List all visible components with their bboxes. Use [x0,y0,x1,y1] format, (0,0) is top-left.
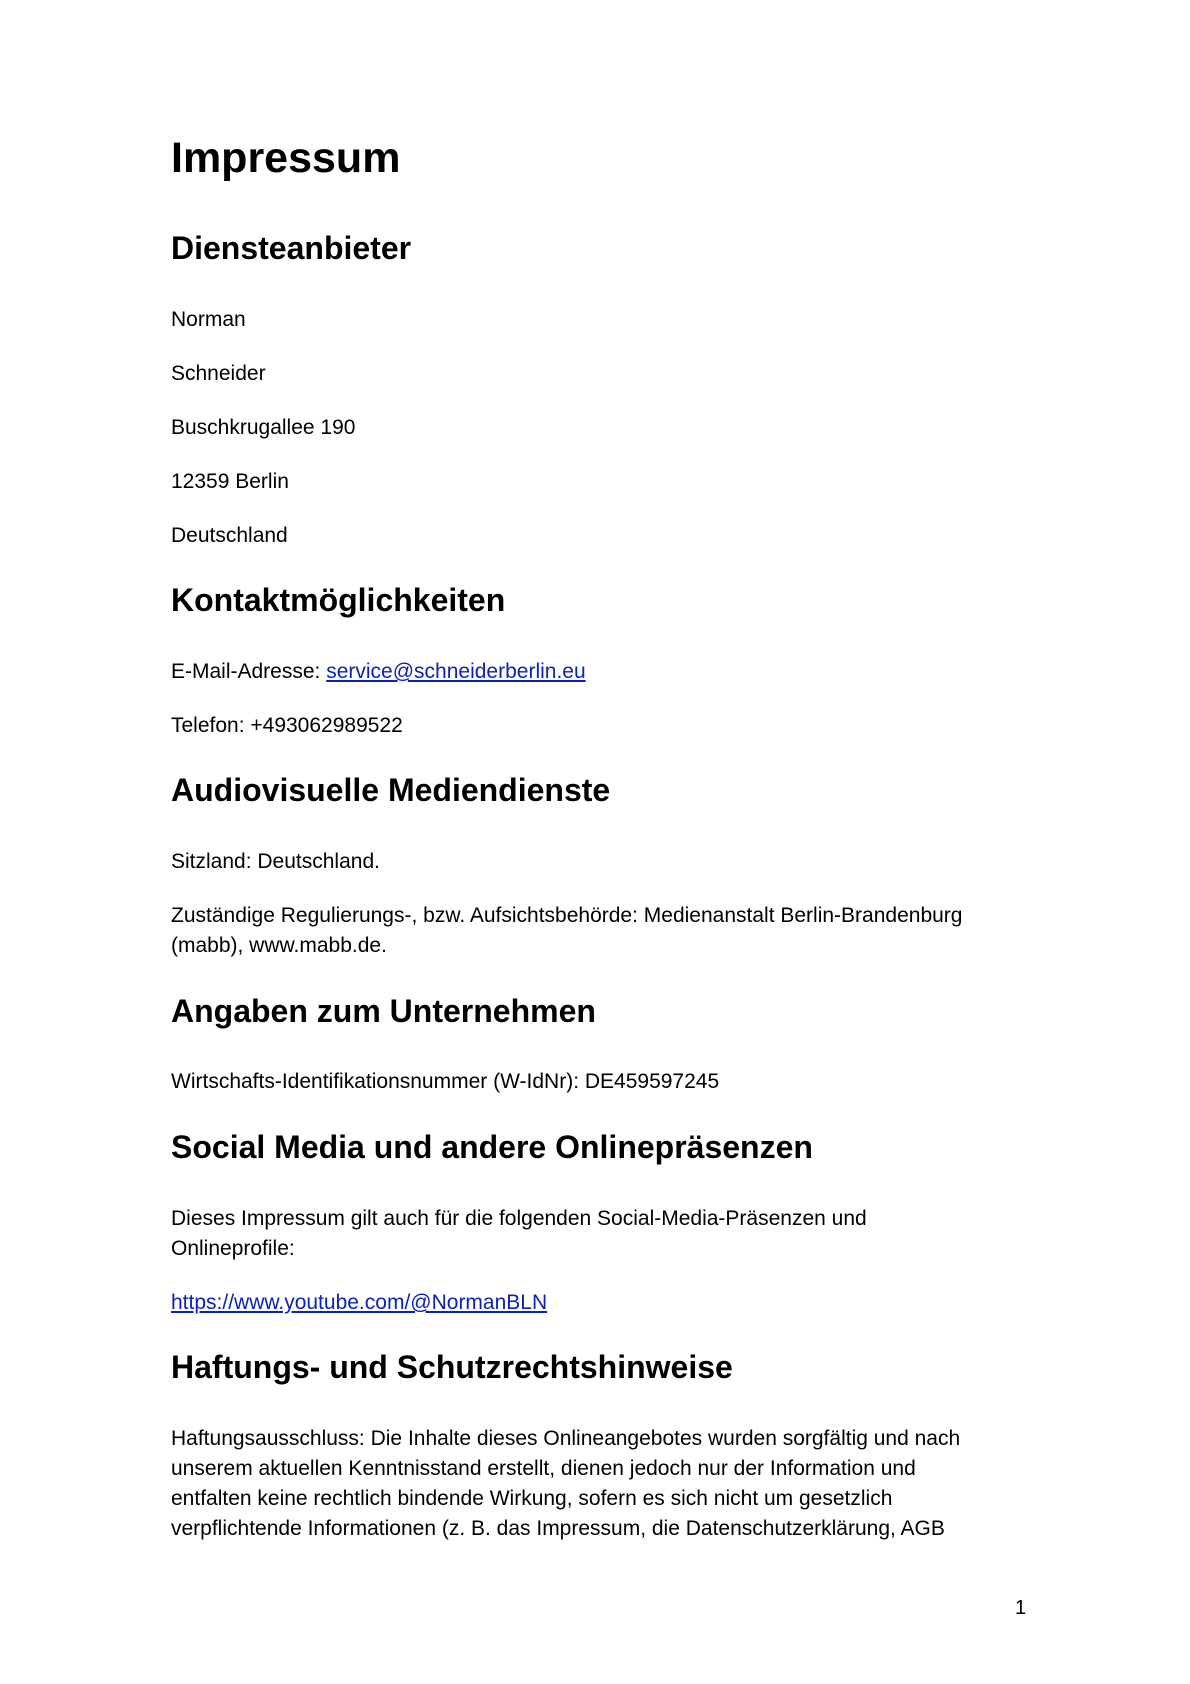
heading-social-media: Social Media und andere Onlinepräsenzen [171,1129,813,1165]
contact-email-line [171,657,1031,687]
heading-diensteanbieter: Diensteanbieter [171,230,412,266]
av-authority-line2: (mabb), www.mabb.de. [171,934,387,957]
liability-line1: Haftungsausschluss: Die Inhalte dieses Onlineangebotes wurden sorgfältig und nach [171,1427,961,1450]
liability-line3: entfalten keine rechtlich bindende Wirkung, sofern es sich nicht um gesetzlich [171,1487,893,1510]
liability-line2: unserem aktuellen Kenntnisstand erstellt, dienen jedoch nur der Information und [171,1457,916,1480]
provider-street: Buschkrugallee 190 [171,416,356,439]
provider-last-name: Schneider [171,362,266,385]
email-link[interactable]: service@schneiderberlin.eu [326,660,586,683]
social-link-line [171,1288,1031,1318]
liability-line4: verpflichtende Informationen (z. B. das Impressum, die Datenschutzerklärung, AGB [171,1517,945,1540]
heading-kontakt: Kontaktmöglichkeiten [171,582,506,618]
av-authority-line1: Zuständige Regulierungs-, bzw. Aufsichtsbehörde: Medienanstalt Berlin-Brandenburg [171,904,963,927]
email-label: E-Mail-Adresse: [171,660,327,683]
provider-city: 12359 Berlin [171,470,289,493]
heading-haftung: Haftungs- und Schutzrechtshinweise [171,1349,733,1385]
heading-unternehmen: Angaben zum Unternehmen [171,993,596,1029]
social-text-line1: Dieses Impressum gilt auch für die folgenden Social-Media-Präsenzen und [171,1207,867,1230]
provider-first-name: Norman [171,308,246,331]
contact-phone: Telefon: +493062989522 [171,714,403,737]
page-title: Impressum [171,134,401,182]
company-vat: Wirtschafts-Identifikationsnummer (W-IdNr): DE459597245 [171,1070,720,1093]
youtube-link[interactable]: https://www.youtube.com/@NormanBLN [171,1291,548,1314]
social-text-line2: Onlineprofile: [171,1237,295,1260]
page-number: 1 [1015,1597,1027,1619]
heading-audiovisuell: Audiovisuelle Mediendienste [171,772,611,808]
provider-country: Deutschland [171,524,288,547]
av-country: Sitzland: Deutschland. [171,850,380,873]
